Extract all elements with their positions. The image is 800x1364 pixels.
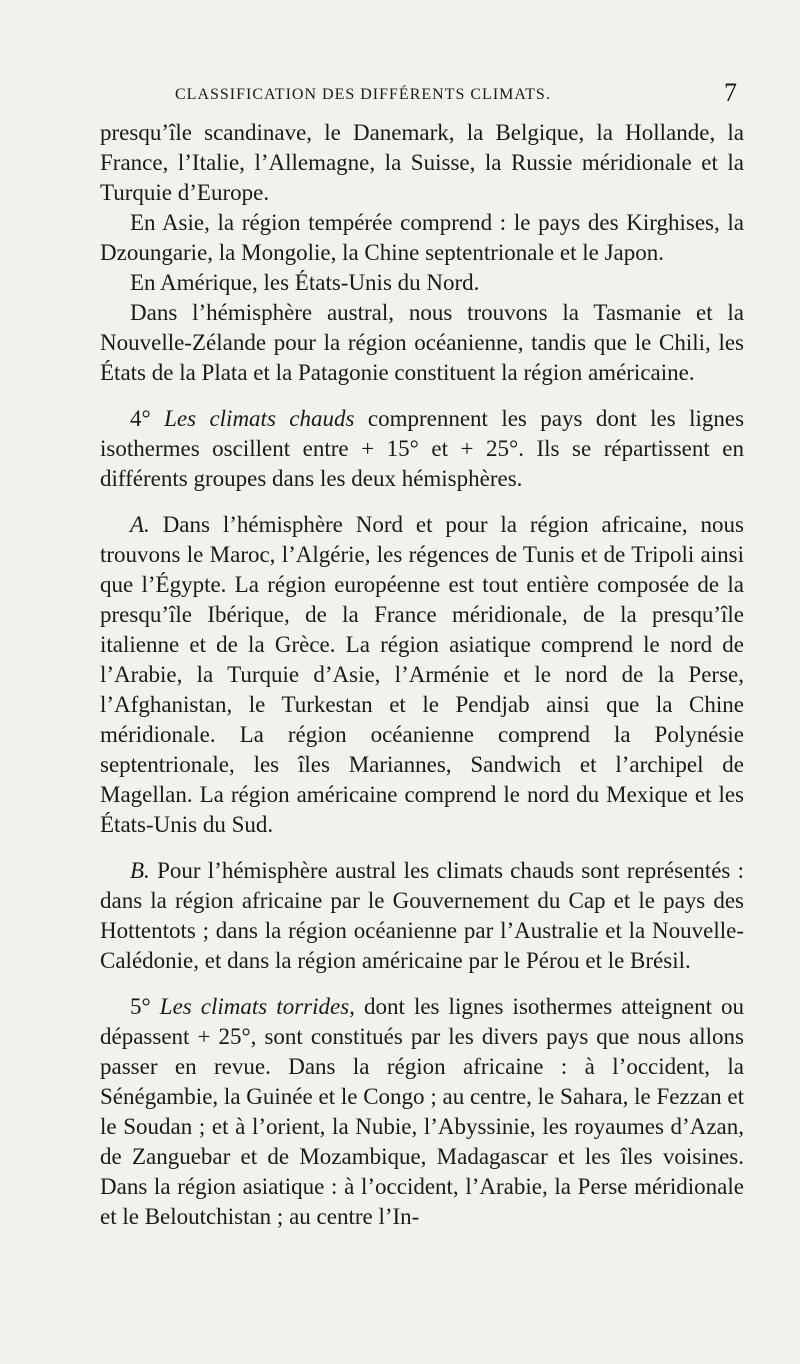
section-number: 4° xyxy=(130,406,151,431)
paragraph-hemisphere-austral: Dans l’hémisphère austral, nous trouvons la Tasmanie et la Nouvelle-Zélande pour la région océanienne, tandis que le Chili, les États de la Plata et la Patagonie constituent la région américaine. xyxy=(100,300,744,385)
paragraph-climats-torrides xyxy=(100,992,744,1232)
paragraph-amerique: En Amérique, les États-Unis du Nord. xyxy=(130,270,480,295)
section-body: dont les lignes isothermes atteignent ou dépassent + 25°, sont constitués par les divers pays que nous allons passer en revue. Dans la région africaine : à l’occident, la Sénégambie, la Guinée et le Congo ; au centre, le Sahara, le Fezzan et le Soudan ; et à l’orient, la Nubie, l’Abyssinie, les royaumes d’Azan, de Zanguebar et de Mozambique, Madagascar et les îles voisines. Dans la région asiatique : à l’occident, l’Arabie, la Perse méridionale et le Beloutchistan ; au centre l’In- xyxy=(100,994,745,1229)
paragraph-climats-chauds xyxy=(100,404,744,494)
paragraph-asie: En Asie, la région tempérée comprend : le pays des Kirghises, la Dzoungarie, la Mongolie, la Chine septentrionale et le Japon. xyxy=(100,210,744,265)
paragraph-hemisphere-sud xyxy=(100,856,744,976)
section-number: 5° xyxy=(130,994,151,1019)
section-title: Les climats chauds xyxy=(164,406,355,431)
subsection-body: Dans l’hémisphère Nord et pour la région africaine, nous trouvons le Maroc, l’Algérie, les régences de Tunis et de Tripoli ainsi que l’Égypte. La région européenne est tout entière composée de la presqu’île Ibérique, de la France méridionale, de la presqu’île italienne et de la Grèce. La région asiatique comprend le nord de l’Arabie, la Turquie d’Asie, l’Arménie et le nord de la Perse, l’Afghanistan, le Turkestan et le Pendjab ainsi que la Chine méridionale. La région océanienne comprend la Polynésie septentrionale, les îles Mariannes, Sandwich et l’archipel de Magellan. La région américaine comprend le nord du Mexique et les États-Unis du Sud. xyxy=(100,512,744,837)
paragraph-europe-continuation: presqu’île scandinave, le Danemark, la Belgique, la Hollande, la France, l’Italie, l’Allemagne, la Suisse, la Russie méridionale et la Turquie d’Europe. xyxy=(100,120,744,205)
page-number: 7 xyxy=(724,78,737,107)
running-title: CLASSIFICATION DES DIFFÉRENTS CLIMATS. xyxy=(175,86,551,103)
paragraph-hemisphere-nord xyxy=(100,510,744,840)
section-title: Les climats torrides, xyxy=(159,994,355,1019)
subsection-body: Pour l’hémisphère austral les climats chauds sont représentés : dans la région africaine par le Gouvernement du Cap et le pays des Hottentots ; dans la région océanienne par l’Australie et la Nouvelle-Calédonie, et dans la région américaine par le Pérou et le Brésil. xyxy=(100,858,745,973)
subsection-label: A. xyxy=(130,512,150,537)
section-body: comprennent les pays dont les lignes isothermes oscillent entre + 15° et + 25°. Ils se répartissent en différents groupes dans les deux hémisphères. xyxy=(100,406,745,491)
body-text xyxy=(100,118,744,1232)
subsection-label: B. xyxy=(130,858,150,883)
